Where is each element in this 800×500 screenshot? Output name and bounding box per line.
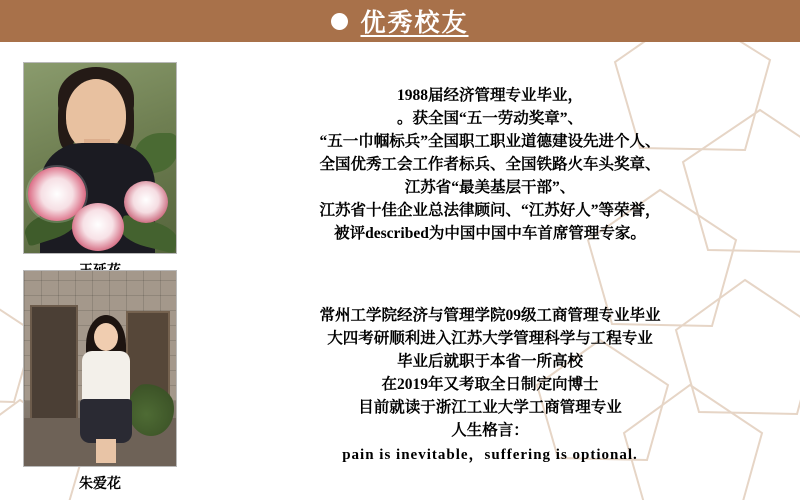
description-line: 目前就读于浙江工业大学工商管理专业: [358, 399, 622, 416]
alumnus-photo-block-1: [0, 62, 200, 280]
description-line: 。获全国“五一劳动奖章”、: [396, 110, 583, 127]
slide-content: [0, 42, 800, 500]
description-line: 人生格言：: [451, 422, 529, 439]
description-line: 被评described为中国中国中车首席管理专家。: [334, 225, 646, 242]
description-line: 在2019年又考取全日制定向博士: [381, 376, 599, 393]
description-line: 常州工学院经济与管理学院09级工商管理专业毕业: [319, 307, 661, 324]
alumnus-description-1: [200, 62, 780, 280]
filled-circle-icon: [331, 13, 348, 30]
description-line: 江苏省“最美基层干部”、: [404, 179, 576, 196]
alumnus-description-2: [200, 270, 780, 493]
description-line: 江苏省十佳企业总法律顾问、“江苏好人”等荣誉，: [319, 202, 661, 219]
description-line: 1988届经济管理专业毕业，: [396, 87, 583, 104]
life-motto: pain is inevitable，suffering is optional.: [342, 447, 638, 463]
description-line: 毕业后就职于本省一所高校: [396, 353, 583, 370]
header-inner: [331, 3, 468, 39]
alumnus-entry-1: [0, 62, 780, 280]
description-line: “五一巾帼标兵”全国职工职业道德建设先进个人、: [319, 133, 661, 150]
alumnus-entry-2: [0, 270, 780, 493]
alumnus-photo-1: [23, 62, 177, 254]
description-line: 大四考研顺利进入江苏大学管理科学与工程专业: [327, 330, 653, 347]
alumnus-photo-2: [23, 270, 177, 467]
slide-header: [0, 0, 800, 42]
page-title: 优秀校友: [360, 9, 469, 37]
description-line: 全国优秀工会工作者标兵、全国铁路火车头奖章、: [319, 156, 661, 173]
alumnus-name-2: 朱爱花: [79, 475, 121, 491]
alumnus-photo-block-2: [0, 270, 200, 493]
